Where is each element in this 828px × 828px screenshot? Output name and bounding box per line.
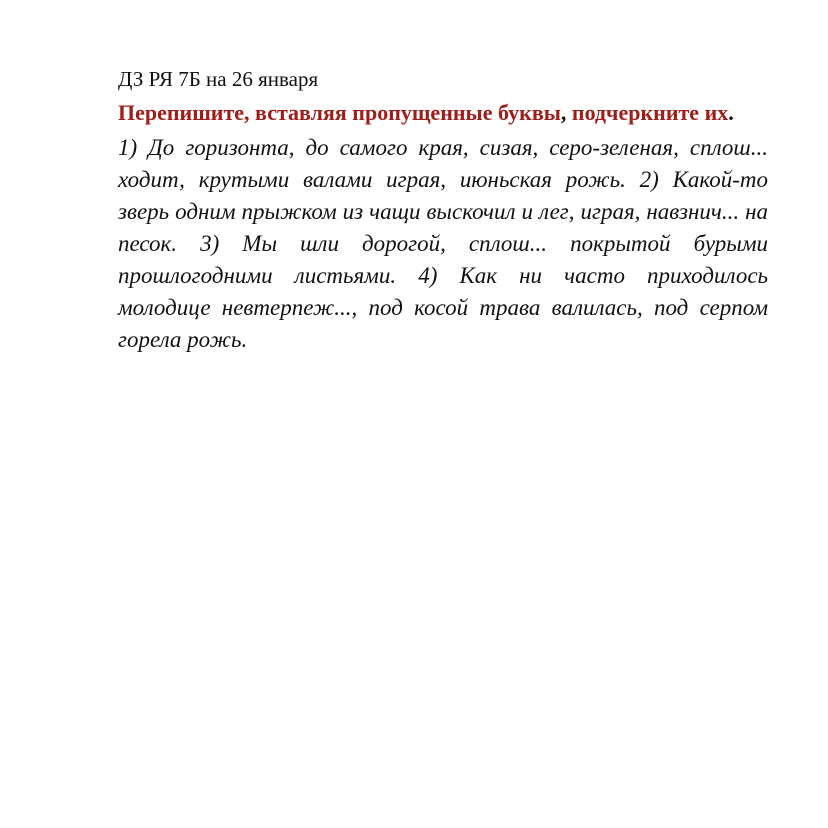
task-instruction-period: .	[728, 100, 734, 125]
exercise-text: 1) До горизонта, до самого края, сизая, серо-зеленая, сплош... ходит, крутыми валами играя, июньская рожь. 2) Какой-то зверь одним прыжком из чащи выскочил и лег, играя, навзнич... на песок. 3) Мы шли дорогой, сплош... покрытой бурыми прошлогодними листьями. 4) Как ни часто приходилось молодице невтерпеж..., под косой трава валилась, под серпом горела рожь.	[118, 135, 768, 352]
task-instruction-part1: Перепишите, вставляя пропущенные буквы	[118, 100, 561, 125]
task-instruction	[118, 98, 768, 128]
task-instruction-comma: ,	[560, 100, 567, 125]
task-instruction-part2: подчеркните их	[566, 100, 729, 125]
document-page	[118, 64, 768, 356]
homework-header: ДЗ РЯ 7Б на 26 января	[118, 67, 319, 91]
